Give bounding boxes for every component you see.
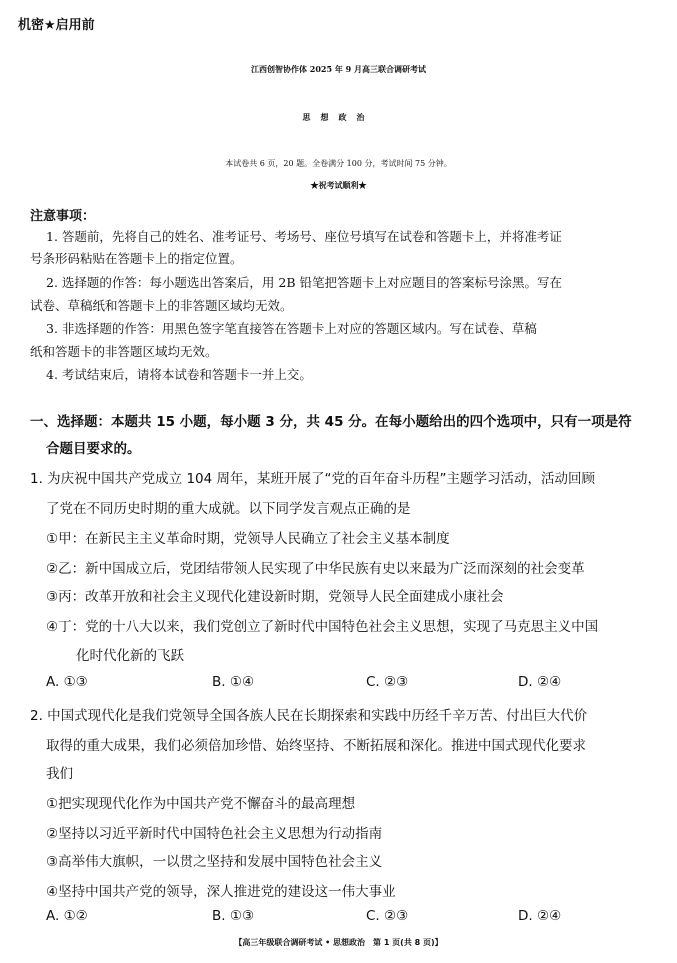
question-1-item: ②乙：新中国成立后，党团结带领人民实现了中华民族有史以来最为广泛而深刻的社会变革 — [46, 561, 585, 577]
note-line: 3. 非选择题的作答：用黑色签字笔直接答在答题卡上对应的答题区域内。写在试卷、草稿 — [46, 321, 537, 336]
question-2-item: ①把实现现代化作为中国共产党不懈奋斗的最高理想 — [46, 796, 356, 812]
question-1-item: ③丙：改革开放和社会主义现代化建设新时期，党领导人民全面建成小康社会 — [46, 589, 504, 605]
question-1-option-a: A. ①③ — [46, 674, 88, 690]
question-2-option-a: A. ①② — [46, 908, 88, 924]
question-1-option-c: C. ②③ — [366, 674, 409, 690]
note-line: 纸和答题卡的非答题区域均无效。 — [30, 344, 218, 359]
note-line: 1. 答题前，先将自己的姓名、准考证号、考场号、座位号填写在试卷和答题卡上，并将准考证 — [46, 229, 562, 244]
question-2-option-b: B. ①③ — [212, 908, 255, 924]
question-2-stem-cont: 取得的重大成果，我们必须倍加珍惜、始终坚持、不断拓展和深化。推进中国式现代化要求 — [46, 738, 586, 754]
question-1-option-b: B. ①④ — [212, 674, 255, 690]
question-2-item: ③高举伟大旗帜，一以贯之坚持和发展中国特色社会主义 — [46, 854, 383, 870]
page-footer: 【高三年级联合调研考试 • 思想政治 第 1 页(共 8 页)】 — [234, 938, 443, 947]
question-2-option-c: C. ②③ — [366, 908, 409, 924]
question-1-item-cont: 化时代化新的飞跃 — [76, 648, 184, 664]
question-2-option-d: D. ②④ — [518, 908, 562, 924]
note-line: 4. 考试结束后，请将本试卷和答题卡一并上交。 — [46, 367, 312, 382]
question-2-item: ②坚持以习近平新时代中国特色社会主义思想为行动指南 — [46, 826, 383, 842]
question-1-item: ①甲：在新民主主义革命时期，党领导人民确立了社会主义基本制度 — [46, 531, 450, 547]
good-luck-line: ★祝考试顺利★ — [310, 180, 367, 190]
note-line: 试卷、草稿纸和答题卡上的非答题区域均无效。 — [30, 298, 293, 313]
section-heading: 一、选择题：本题共 15 小题，每小题 3 分，共 45 分。在每小题给出的四个选项中，只有一项是符 — [30, 414, 632, 430]
question-1-option-d: D. ②④ — [518, 674, 562, 690]
subject-title: 思想政治 — [302, 112, 375, 122]
confidential-label: 机密★启用前 — [18, 18, 95, 33]
exam-title: 江西创智协作体 2025 年 9 月高三联合调研考试 — [251, 64, 426, 74]
question-2-item: ④坚持中国共产党的领导，深人推进党的建设这一伟大事业 — [46, 884, 396, 900]
note-line: 号条形码粘贴在答题卡上的指定位置。 — [30, 251, 243, 266]
note-line: 2. 选择题的作答：每小题选出答案后，用 2B 铅笔把答题卡上对应题目的答案标号涂黑。写在 — [46, 275, 562, 290]
question-1-stem-cont: 了党在不同历史时期的重大成就。以下同学发言观点正确的是 — [46, 501, 411, 517]
question-2-stem: 2. 中国式现代化是我们党领导全国各族人民在长期探索和实践中历经千辛万苦、付出巨大代价 — [30, 708, 588, 724]
question-1-item: ④丁：党的十八大以来，我们党创立了新时代中国特色社会主义思想，实现了马克思主义中国 — [46, 619, 599, 635]
section-heading-cont: 合题目要求的。 — [46, 441, 141, 457]
question-1-stem: 1. 为庆祝中国共产党成立 104 周年，某班开展了“党的百年奋斗历程”主题学习活动，活动回顾 — [30, 471, 596, 487]
notes-heading: 注意事项： — [30, 209, 96, 224]
question-2-stem-cont: 我们 — [46, 766, 73, 782]
exam-info: 本试卷共 6 页，20 题。全卷满分 100 分，考试时间 75 分钟。 — [225, 159, 452, 168]
